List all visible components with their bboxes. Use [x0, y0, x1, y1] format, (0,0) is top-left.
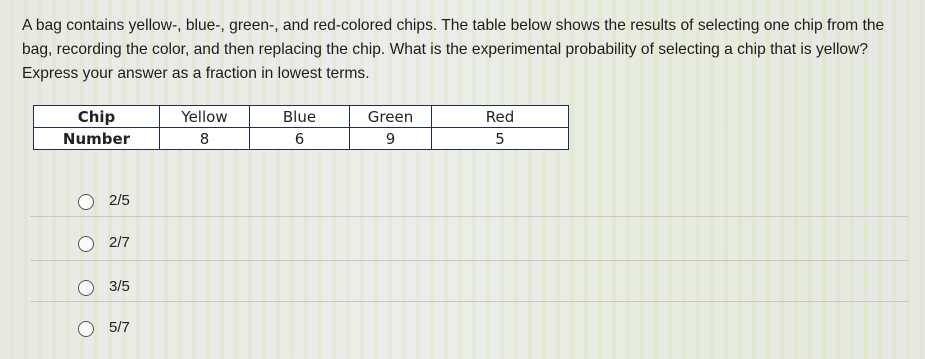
table-header-cell: Red	[432, 106, 569, 128]
radio-button[interactable]	[78, 236, 94, 252]
choice-label: 3/5	[109, 278, 130, 295]
divider	[30, 301, 908, 302]
table-cell: 9	[350, 128, 432, 150]
radio-button[interactable]	[78, 280, 94, 296]
answer-choice-1[interactable]	[78, 186, 908, 220]
table-cell: Number	[34, 128, 160, 150]
answer-choice-2[interactable]	[78, 228, 908, 262]
table-row	[34, 128, 569, 150]
table-header-cell: Green	[350, 106, 432, 128]
table-header-row	[34, 106, 569, 128]
divider	[30, 260, 908, 261]
radio-button[interactable]	[78, 321, 94, 337]
results-table	[33, 105, 569, 150]
table-cell: 8	[160, 128, 250, 150]
radio-button[interactable]	[78, 194, 94, 210]
table-header-cell: Chip	[34, 106, 160, 128]
choice-label: 2/5	[109, 192, 130, 209]
divider	[30, 216, 908, 217]
answer-choice-4[interactable]	[78, 313, 908, 347]
choice-label: 2/7	[109, 234, 130, 251]
question-text: A bag contains yellow-, blue-, green-, and red-colored chips. The table below shows the results of selecting one chip from the bag, recording the color, and then replacing the chip. What is the experimental probability of selecting a chip that is yellow? Express your answer as a fraction in lowest terms.	[22, 17, 885, 82]
choice-label: 5/7	[109, 319, 130, 336]
table-header-cell: Blue	[250, 106, 350, 128]
table-cell: 5	[432, 128, 569, 150]
table-header-cell: Yellow	[160, 106, 250, 128]
table-cell: 6	[250, 128, 350, 150]
